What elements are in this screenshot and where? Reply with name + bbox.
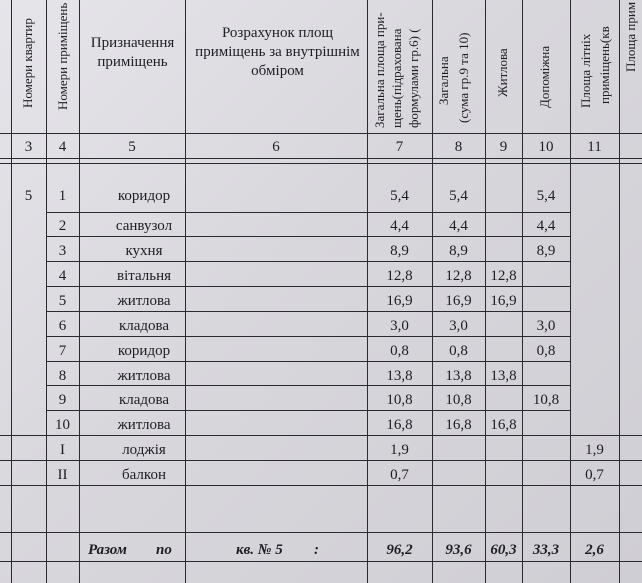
totals-colon: : [314, 542, 319, 558]
column-number: 8 [454, 139, 463, 155]
grid-line [0, 485, 642, 486]
room-summer: 1,9 [585, 442, 604, 458]
grid-line [619, 0, 620, 583]
grid-line [46, 385, 571, 386]
header-total-area-calc-line3: формулами гр.6) ( [406, 28, 421, 128]
room-area: 1,9 [390, 442, 409, 458]
grid-line [46, 361, 571, 362]
header-total-area-calc-line2: щень(підрахована [389, 28, 404, 128]
room-summer: 0,7 [585, 467, 604, 483]
room-number: II [57, 467, 68, 483]
grid-line [0, 133, 642, 134]
room-total: 5,4 [449, 188, 468, 204]
grid-line [46, 311, 571, 312]
header-area-extra: Площа прим [623, 1, 638, 72]
room-purpose: кладова [118, 392, 170, 408]
totals-area: 96,2 [386, 542, 413, 558]
room-living: 12,8 [490, 268, 517, 284]
room-number: 7 [58, 343, 67, 359]
totals-label-by: по [156, 542, 172, 558]
column-number: 11 [587, 139, 602, 155]
grid-line [0, 532, 642, 533]
room-number: 1 [58, 188, 67, 204]
room-area: 16,9 [386, 293, 413, 309]
room-area: 4,4 [390, 218, 409, 234]
room-total: 8,9 [449, 243, 468, 259]
apartment-number: 5 [24, 188, 33, 204]
room-purpose: вітальня [116, 268, 172, 284]
room-purpose: коридор [117, 188, 171, 204]
totals-living: 60,3 [490, 542, 517, 558]
header-auxiliary: Допоміжна [537, 45, 552, 108]
totals-label: Разом [88, 542, 127, 558]
grid-line [0, 158, 642, 159]
room-total: 3,0 [449, 318, 468, 334]
grid-line [46, 212, 571, 213]
totals-summer: 2,6 [585, 542, 604, 558]
room-area: 16,8 [386, 417, 413, 433]
column-number: 3 [24, 139, 33, 155]
room-living: 16,8 [490, 417, 517, 433]
grid-line [0, 460, 642, 461]
column-number: 9 [499, 139, 508, 155]
header-living: Житлова [495, 48, 510, 97]
room-total: 16,8 [445, 417, 472, 433]
room-area: 12,8 [386, 268, 413, 284]
room-number: 9 [58, 392, 67, 408]
column-number: 7 [395, 139, 404, 155]
room-auxiliary: 10,8 [532, 392, 560, 408]
grid-line [46, 261, 571, 262]
room-total: 4,4 [449, 218, 468, 234]
room-area: 10,8 [386, 392, 413, 408]
header-room-purpose: Призначення приміщень [90, 35, 175, 70]
room-auxiliary: 4,4 [536, 218, 556, 234]
room-total: 10,8 [445, 392, 472, 408]
room-purpose: кухня [125, 243, 163, 259]
room-purpose: житлова [117, 368, 171, 384]
room-area: 0,8 [390, 343, 409, 359]
room-total: 12,8 [445, 268, 472, 284]
room-living: 13,8 [490, 368, 517, 384]
header-apartment-numbers: Номери квартир [20, 18, 35, 108]
room-living: 16,9 [490, 293, 517, 309]
room-auxiliary: 3,0 [536, 318, 556, 334]
totals-apartment: кв. № 5 [236, 542, 283, 558]
room-area: 3,0 [390, 318, 409, 334]
room-purpose: балкон [122, 467, 166, 483]
header-room-numbers: Номери приміщень [55, 2, 70, 110]
header-total-area-calc-line1: Загальна площа при- [372, 12, 387, 128]
room-total: 0,8 [449, 343, 468, 359]
room-number: 10 [55, 417, 70, 433]
room-number: 6 [58, 318, 67, 334]
room-area: 13,8 [386, 368, 413, 384]
room-number: 4 [58, 268, 67, 284]
room-number: 5 [58, 293, 67, 309]
room-purpose: лоджія [122, 442, 166, 458]
header-area-calculation: Розрахунок площ приміщень за внутрішнім обміром [195, 25, 360, 79]
room-auxiliary: 5,4 [536, 188, 556, 204]
grid-line [570, 0, 571, 583]
column-number: 6 [272, 139, 280, 155]
grid-line [46, 236, 571, 237]
room-number: 3 [58, 243, 67, 259]
column-number: 4 [58, 139, 67, 155]
room-purpose: житлова [117, 417, 171, 433]
room-auxiliary: 8,9 [536, 243, 556, 259]
room-number: I [60, 442, 65, 458]
grid-line [46, 410, 571, 411]
header-total-line2: (сума гр.9 та 10) [456, 32, 471, 123]
totals-total: 93,6 [445, 542, 472, 558]
grid-line [46, 286, 571, 287]
room-total: 13,8 [445, 368, 472, 384]
room-number: 2 [58, 218, 67, 234]
room-area: 5,4 [390, 188, 409, 204]
grid-line [11, 0, 12, 583]
grid-line [46, 336, 571, 337]
room-number: 8 [58, 368, 67, 384]
room-auxiliary: 0,8 [536, 343, 556, 359]
column-number: 10 [538, 139, 554, 155]
header-total-line1: Загальна [436, 56, 451, 105]
room-area: 8,9 [390, 243, 409, 259]
grid-line [0, 435, 642, 436]
grid-line [0, 163, 642, 164]
room-purpose: кладова [118, 318, 170, 334]
grid-line [0, 561, 642, 562]
header-summer-line2: приміщень(кв [597, 26, 612, 104]
room-area: 0,7 [390, 467, 409, 483]
header-summer-line1: Площа літніх [578, 33, 593, 108]
column-number: 5 [128, 139, 136, 155]
room-total: 16,9 [445, 293, 472, 309]
room-purpose: коридор [117, 343, 171, 359]
totals-auxiliary: 33,3 [532, 542, 560, 558]
grid-line [522, 0, 523, 583]
room-purpose: житлова [117, 293, 171, 309]
room-purpose: санвузол [115, 218, 173, 234]
